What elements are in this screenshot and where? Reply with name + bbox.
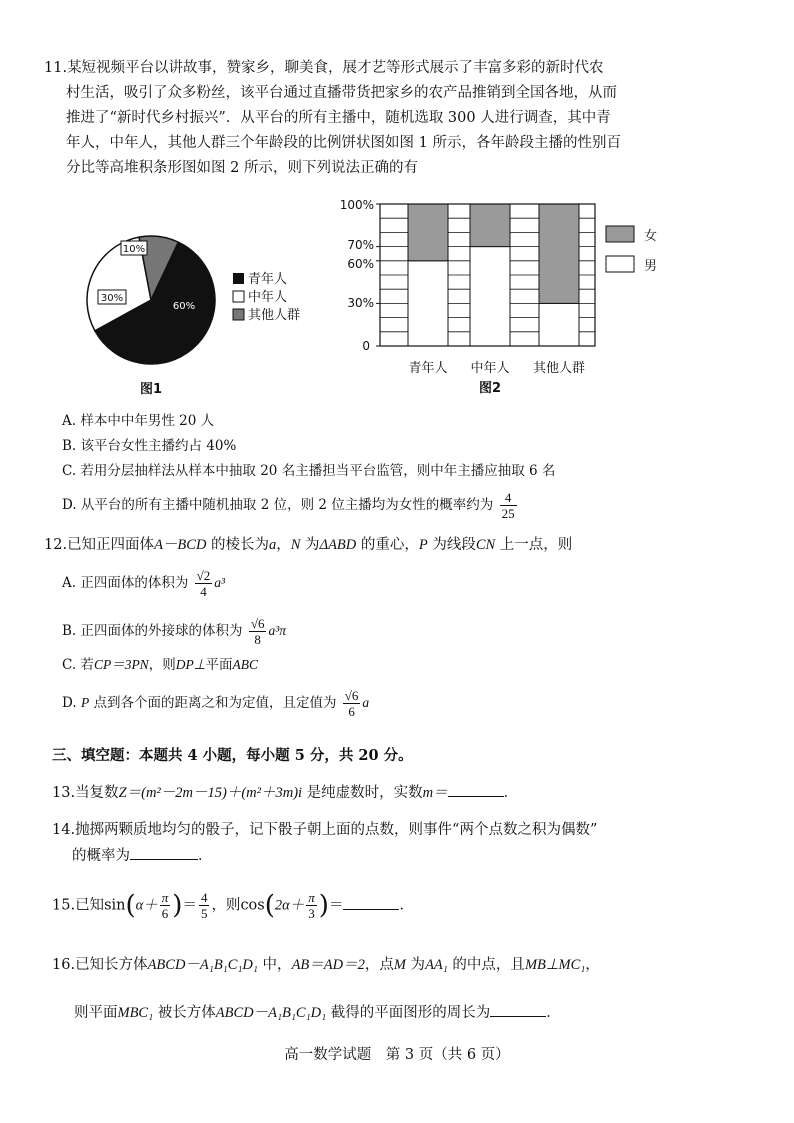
q12-option-b-var: a³π <box>268 623 287 638</box>
q16-plane: MBC₁ <box>117 1005 154 1021</box>
q16-text: 中， <box>257 957 292 973</box>
q12-stem-text: 上一点，则 <box>495 537 573 553</box>
legend-swatch-youth <box>233 273 244 284</box>
q12-option-c-eq: CP＝3PN <box>93 657 149 672</box>
q15-eq: ＝ <box>328 897 344 914</box>
q13-number: 13. <box>52 785 76 801</box>
xtick-other: 其他人群 <box>532 361 586 376</box>
legend-swatch-middle <box>233 291 244 302</box>
paren-open: ( <box>264 890 275 921</box>
q12-point-p: P <box>418 537 428 553</box>
q12-stem-text: 已知正四面体 <box>67 537 155 553</box>
page-footer: 高一数学试题 第 3 页（共 6 页） <box>284 1047 510 1063</box>
q13-variable: m＝ <box>422 785 448 801</box>
pie-label-30 <box>98 290 126 304</box>
q16-text: ，点 <box>364 957 394 973</box>
figure-1-pie-chart <box>76 205 306 400</box>
q15-four-fifths <box>199 890 210 921</box>
q11-text-2: 村生活，吸引了众多粉丝，该平台通过直播带货把家乡的农产品推销到全国各地，从而 <box>66 85 617 101</box>
q15-sin: sin <box>104 897 126 914</box>
fraction-denominator: 6 <box>348 704 355 719</box>
q15-eq: ＝ <box>182 897 197 914</box>
section-3-heading: 三、填空题：本题共 4 小题，每小题 5 分，共 20 分。 <box>52 747 413 764</box>
xtick-middle: 中年人 <box>470 361 510 376</box>
bar-series <box>408 204 579 346</box>
q11-text-4: 年人，中年人，其他人群三个年龄段的比例饼状图如图 1 所示，各年龄段主播的性别百 <box>66 135 621 151</box>
fraction-numerator: π <box>308 890 315 905</box>
figure-1-caption: 图1 <box>139 382 163 397</box>
legend-male: 男 <box>644 259 658 274</box>
q15-pi-over-3 <box>306 890 317 921</box>
q15-two-alpha: 2α＋ <box>274 897 305 914</box>
legend-female: 女 <box>644 229 658 244</box>
q14-answer-blank[interactable] <box>130 845 198 860</box>
paren-close: ) <box>318 890 329 921</box>
q12-option-a <box>62 568 225 599</box>
q16-text: 被长方体 <box>153 1005 216 1021</box>
q16-cuboid: ABCD－A₁B₁C₁D₁ <box>147 957 258 973</box>
q12-option-c <box>62 655 258 675</box>
q13-answer-blank[interactable] <box>448 782 504 797</box>
q16-text: 为 <box>405 957 426 973</box>
q16-answer-blank[interactable] <box>490 1002 546 1017</box>
pie-label-60 <box>168 297 200 312</box>
legend-swatch-male <box>606 256 634 272</box>
q16-number: 16. <box>52 957 76 973</box>
ytick-0: 0 <box>362 339 370 353</box>
q12-stem-text: 的重心， <box>356 537 419 553</box>
q13-text: 是纯虚数时，实数 <box>302 785 423 801</box>
pie-label-10 <box>121 241 147 255</box>
q11-option-c: C. 若用分层抽样法从样本中抽取 20 名主播担当平台监管，则中年主播应抽取 6 名 <box>62 463 556 479</box>
fraction-numerator: 4 <box>200 890 208 905</box>
q12-option-b-text: B. 正四面体的外接球的体积为 <box>62 623 243 639</box>
legend-swatch-other <box>233 309 244 320</box>
figure-2-bar-chart <box>330 190 670 400</box>
legend-other: 其他人群 <box>248 308 301 323</box>
fraction-numerator: √6 <box>344 688 359 703</box>
q15-text: 已知 <box>75 897 105 914</box>
fraction-denominator: 4 <box>200 584 207 599</box>
q11-text-5: 分比等高堆积条形图如图 2 所示，则下列说法正确的有 <box>66 160 418 176</box>
q13-end: ． <box>503 785 519 801</box>
q12-point-n: N <box>290 537 301 553</box>
q12-stem-text: 为 <box>300 537 320 553</box>
q12-triangle: ΔABD <box>319 537 357 553</box>
q12-option-d-fraction <box>343 688 361 719</box>
pie-label-middle: 30% <box>100 293 124 304</box>
q16-eq: AB＝AD＝2 <box>291 957 365 973</box>
legend-swatch-female <box>606 226 634 242</box>
bar-female-2 <box>539 204 579 303</box>
bar-male-0 <box>408 261 448 346</box>
ytick-30: 30% <box>347 296 374 310</box>
q16-line2 <box>74 1002 561 1023</box>
q16-text: 的中点，且 <box>447 957 525 973</box>
q12-option-d <box>62 688 369 719</box>
legend-youth: 青年人 <box>248 272 288 287</box>
q12-option-d-text: D. <box>62 695 81 711</box>
q15-answer-blank[interactable] <box>343 895 399 910</box>
q11-option-d-fraction <box>500 490 517 521</box>
legend-middle: 中年人 <box>248 290 288 305</box>
q12-option-d-text: 点到各个面的距离之和为定值，且定值为 <box>89 695 337 711</box>
q12-stem-text: 的棱长为 <box>206 537 270 553</box>
q12-option-b-fraction <box>249 616 267 647</box>
paren-close: ) <box>172 890 183 921</box>
q12-number: 12. <box>44 537 68 553</box>
q15-number: 15. <box>52 897 76 914</box>
q12-option-c-text: C. 若 <box>62 657 94 673</box>
q12-option-a-text: A. 正四面体的体积为 <box>62 575 189 591</box>
q12-option-a-var: a³ <box>214 575 226 590</box>
fraction-denominator: 6 <box>161 906 169 921</box>
pie-label-youth: 60% <box>172 301 196 312</box>
fraction-numerator: 4 <box>500 490 517 506</box>
q16-text: 已知长方体 <box>75 957 148 973</box>
q14-line1 <box>52 820 597 840</box>
fraction-numerator: π <box>161 890 169 905</box>
q12-option-c-text: ，则 <box>148 657 176 673</box>
q12-option-c-perp: DP⊥ <box>175 657 206 672</box>
q12-option-d-point: P <box>80 695 90 710</box>
q16-text: ， <box>585 957 600 973</box>
q12-option-d-var: a <box>362 695 370 710</box>
q11-option-d <box>62 490 519 521</box>
q11-option-a: A. 样本中中年男性 20 人 <box>62 413 215 429</box>
q14-text: 抛掷两颗质地均匀的骰子，记下骰子朝上面的点数，则事件“两个点数之积为偶数” <box>75 822 598 838</box>
q11-text-1: 某短视频平台以讲故事，赞家乡，聊美食，展才艺等形式展示了丰富多彩的新时代农 <box>67 60 604 76</box>
q12-option-a-fraction <box>195 568 213 599</box>
q16-text: 则平面 <box>74 1005 118 1021</box>
q14-line2 <box>72 845 213 866</box>
q15-pi-over-6 <box>160 890 171 921</box>
fraction-denominator: 8 <box>254 632 261 647</box>
q12-option-b <box>62 616 286 647</box>
q11-number: 11. <box>44 60 68 76</box>
q11-option-b: B. 该平台女性主播约占 40% <box>62 438 237 454</box>
q12-edge: a <box>269 537 277 553</box>
q16-perp: MB⊥MC₁ <box>524 957 586 973</box>
q11-line1 <box>44 58 604 78</box>
figure-2-caption: 图2 <box>478 381 502 396</box>
bar-male-2 <box>539 303 579 346</box>
q12-stem <box>44 535 572 555</box>
q15-text: ，则 <box>211 897 241 914</box>
q13 <box>52 782 518 803</box>
q16-text: 截得的平面图形的周长为 <box>326 1005 491 1021</box>
q15 <box>52 890 414 921</box>
q16-end: ． <box>546 1005 561 1021</box>
ytick-100: 100% <box>339 198 374 212</box>
q13-expression: Z＝(m²－2m－15)＋(m²＋3m)i <box>118 785 303 801</box>
fraction-numerator: √2 <box>196 568 211 583</box>
q12-segment: CN <box>475 537 496 553</box>
fraction-denominator: 3 <box>308 906 315 921</box>
q15-cos: cos <box>240 897 265 914</box>
q14-text-2: 的概率为 <box>72 848 130 864</box>
q16-cuboid: ABCD－A₁B₁C₁D₁ <box>215 1005 327 1021</box>
fraction-numerator: √6 <box>250 616 265 631</box>
q14-number: 14. <box>52 822 76 838</box>
fraction-denominator: 5 <box>200 906 208 921</box>
bar-female-0 <box>408 204 448 261</box>
q12-option-c-text: 平面 <box>205 657 233 673</box>
paren-open: ( <box>125 890 136 921</box>
q16-point-m: M <box>393 957 406 973</box>
bar-male-1 <box>470 247 510 346</box>
q12-tetrahedron: A－BCD <box>154 537 207 553</box>
q12-stem-text: ， <box>276 537 291 553</box>
q13-text: 当复数 <box>75 785 119 801</box>
q12-stem-text: 为线段 <box>427 537 476 553</box>
q15-alpha: α＋ <box>135 897 158 914</box>
ytick-60: 60% <box>347 257 374 271</box>
q11-text-3: 推进了“新时代乡村振兴”．从平台的所有主播中，随机选取 300 人进行调查，其中青 <box>66 110 611 126</box>
xtick-youth: 青年人 <box>408 361 448 376</box>
bar-female-1 <box>470 204 510 247</box>
q16-line1 <box>52 955 600 975</box>
q16-edge: AA₁ <box>425 957 448 973</box>
fraction-denominator: 25 <box>501 506 515 521</box>
q11-option-d-text: D. 从平台的所有主播中随机抽取 2 位，则 2 位主播均为女性的概率约为 <box>62 497 494 513</box>
ytick-70: 70% <box>347 238 374 252</box>
q14-end: ． <box>198 848 213 864</box>
q15-end: ． <box>399 897 414 914</box>
q12-option-c-plane: ABC <box>232 657 258 672</box>
pie-label-other: 10% <box>122 244 146 255</box>
